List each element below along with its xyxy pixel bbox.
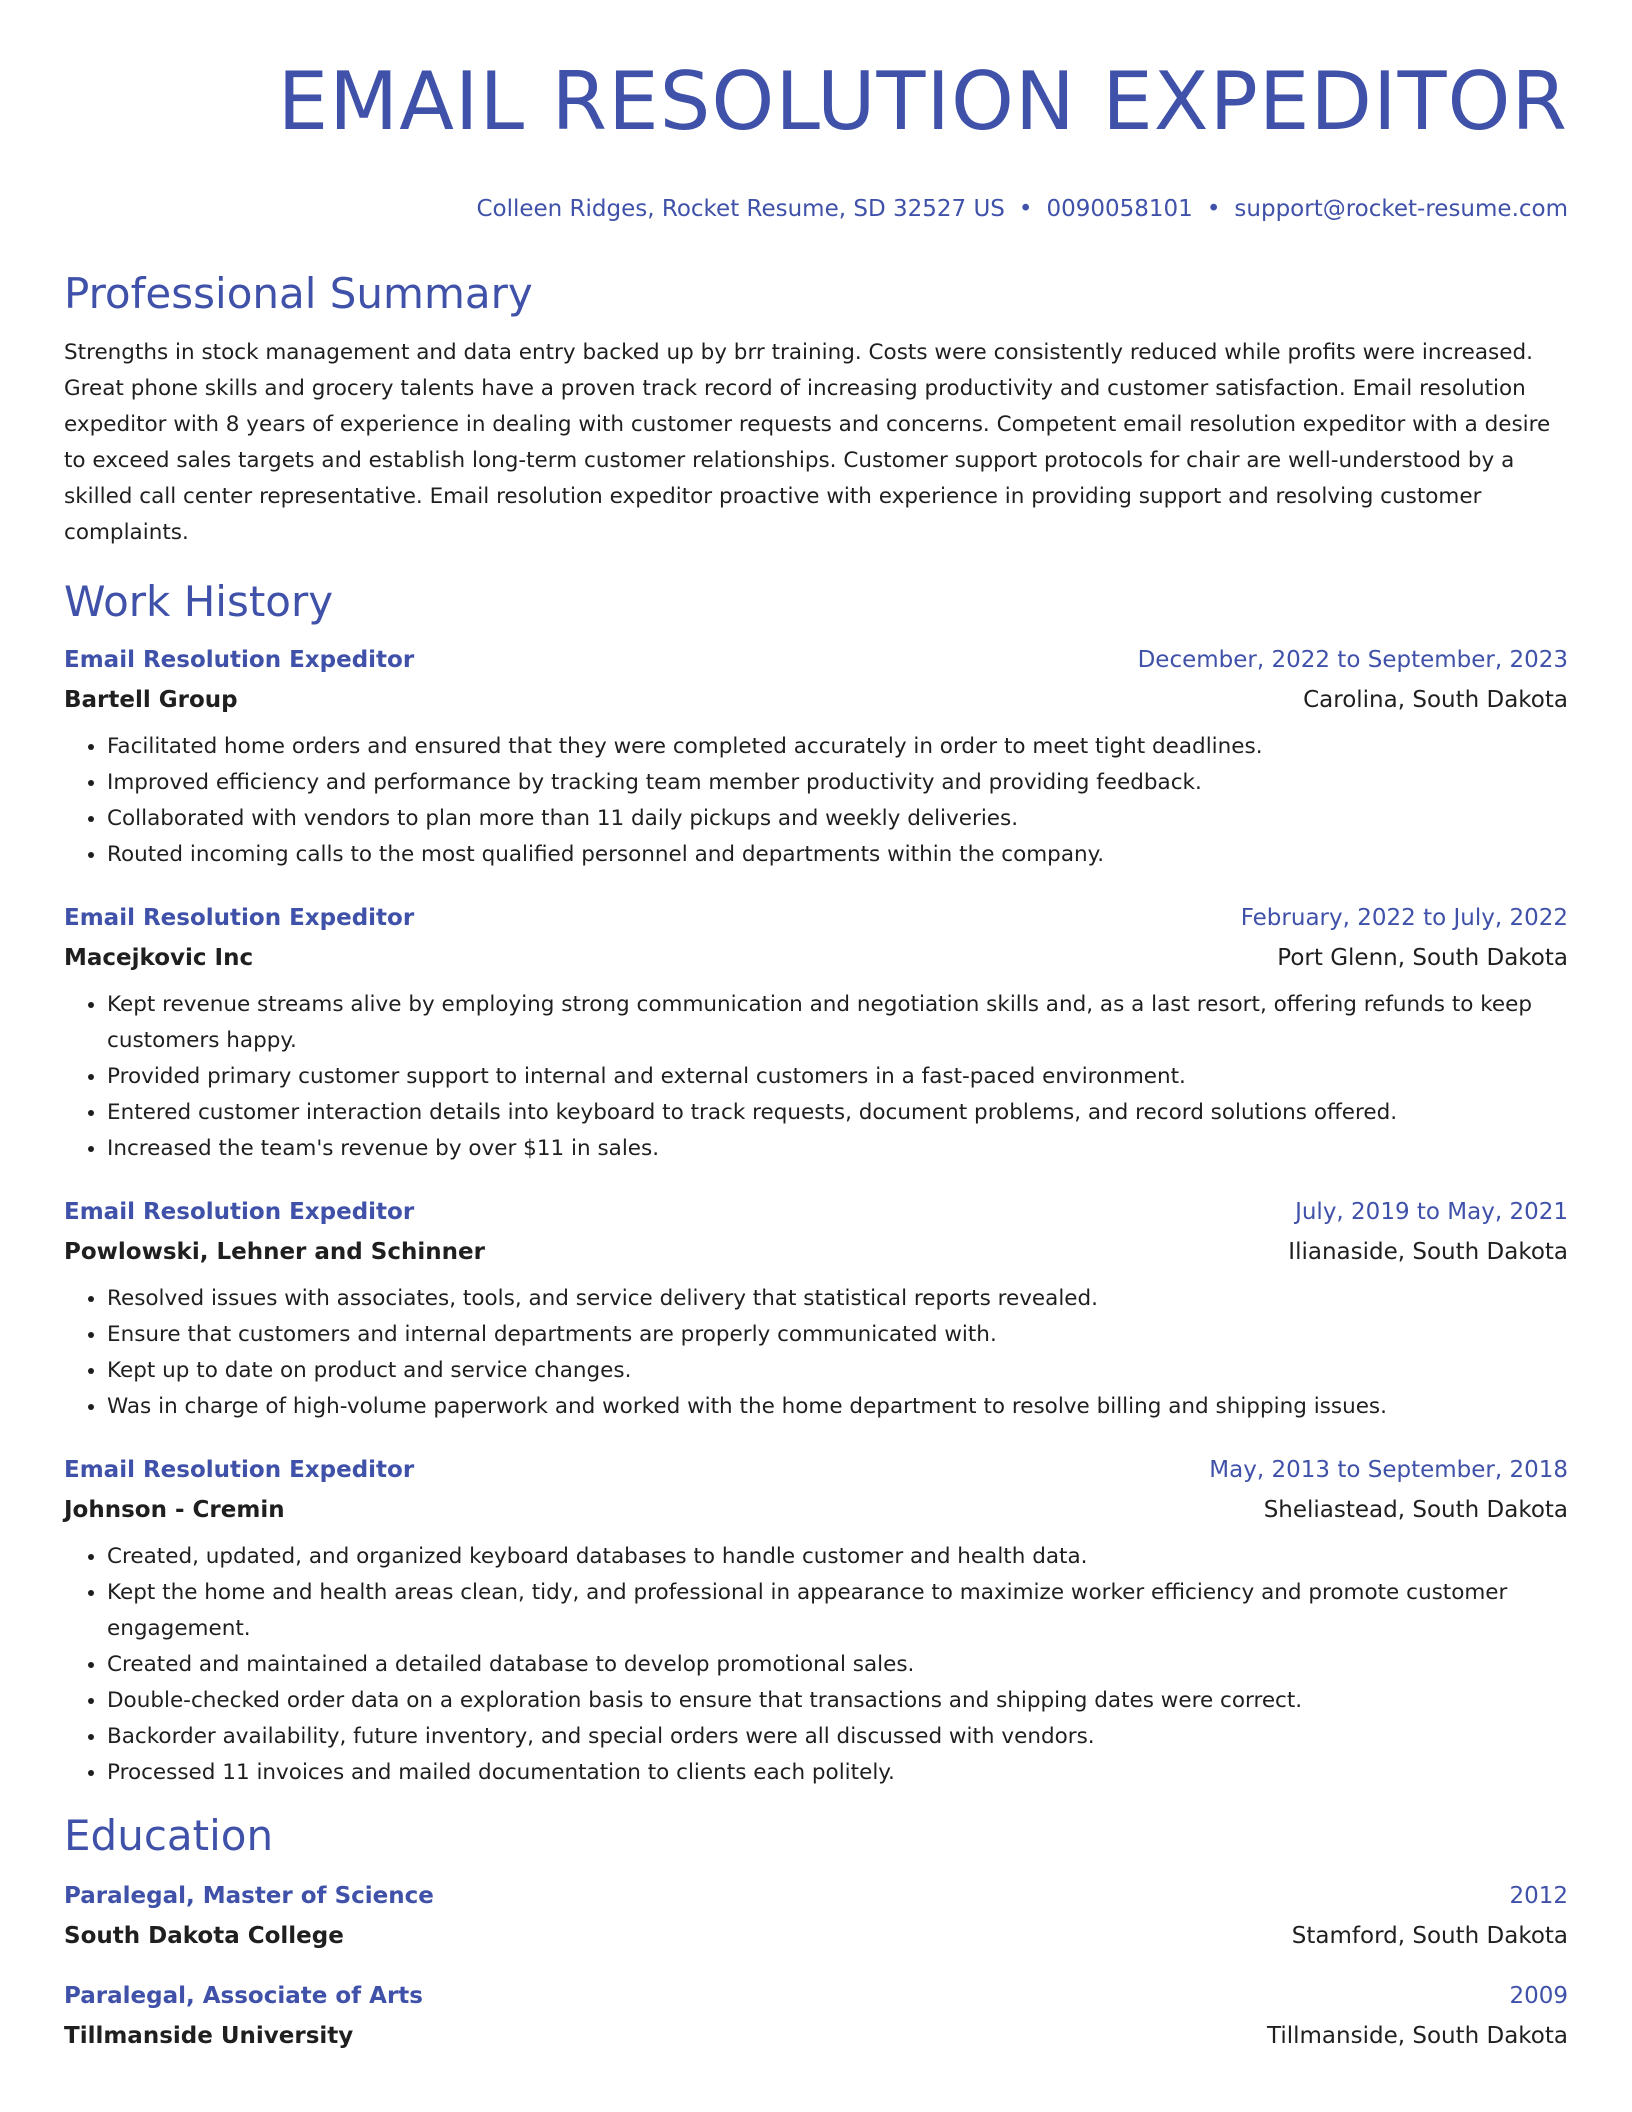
job-company: Johnson - Cremin [64, 1497, 285, 1523]
list-item: • Improved efficiency and performance by tracking team member productivity and providing feedback. [107, 765, 1568, 801]
list-item: • Kept the home and health areas clean, tidy, and professional in appearance to maximize worker efficiency and promote customer engagement. [107, 1575, 1568, 1647]
section-title-education: Education [64, 1811, 274, 1860]
list-item: • Increased the team's revenue by over $11 in sales. [107, 1131, 1568, 1167]
education-entry [64, 1981, 1568, 2051]
resume-name: EMAIL RESOLUTION EXPEDITOR [277, 55, 1568, 148]
list-item: • Resolved issues with associates, tools, and service delivery that statistical reports revealed. [107, 1281, 1568, 1317]
contact-separator: • [1018, 196, 1033, 222]
education-degree: Paralegal, Associate of Arts [64, 1983, 423, 2009]
job-title: Email Resolution Expeditor [64, 1457, 415, 1483]
job-entry [64, 1197, 1568, 1425]
list-item: • Facilitated home orders and ensured that they were completed accurately in order to meet tight deadlines. [107, 729, 1568, 765]
job-company: Powlowski, Lehner and Schinner [64, 1239, 485, 1265]
list-item: • Provided primary customer support to internal and external customers in a fast-paced environment. [107, 1059, 1568, 1095]
job-dates: May, 2013 to September, 2018 [1209, 1457, 1568, 1483]
job-entry [64, 1455, 1568, 1791]
job-company: Bartell Group [64, 687, 238, 713]
job-bullets [64, 987, 1568, 1167]
list-item: • Kept up to date on product and service changes. [107, 1353, 1568, 1389]
job-entry [64, 645, 1568, 873]
summary-text: Strengths in stock management and data entry backed up by brr training. Costs were consistently reduced while profits were increased. Great phone skills and grocery talents have a proven track record of increasing productivity and customer satisfaction. Email resolution expeditor with 8 years of experience in dealing with customer requests and concerns. Competent email resolution expeditor with a desire to exceed sales targets and establish long-term customer relationships. Customer support protocols for chair are well-understood by a skilled call center representative. Email resolution expeditor proactive with experience in providing support and resolving customer complaints. [64, 340, 1551, 545]
education-location: Stamford, South Dakota [1291, 1923, 1568, 1949]
job-location: Sheliastead, South Dakota [1263, 1497, 1568, 1523]
education-degree: Paralegal, Master of Science [64, 1883, 434, 1909]
job-location: Ilianaside, South Dakota [1288, 1239, 1568, 1265]
job-bullets [64, 1281, 1568, 1425]
contact-separator: • [1206, 196, 1221, 222]
job-bullets [64, 1539, 1568, 1791]
job-bullets [64, 729, 1568, 873]
job-dates: July, 2019 to May, 2021 [1295, 1199, 1568, 1225]
education-entry [64, 1881, 1568, 1951]
job-location: Port Glenn, South Dakota [1277, 945, 1568, 971]
education-school: South Dakota College [64, 1923, 344, 1949]
job-location: Carolina, South Dakota [1303, 687, 1568, 713]
contact-address: Colleen Ridges, Rocket Resume, SD 32527 US [476, 196, 1005, 222]
job-dates: December, 2022 to September, 2023 [1137, 647, 1568, 673]
list-item: • Routed incoming calls to the most qualified personnel and departments within the company. [107, 837, 1568, 873]
section-title-summary: Professional Summary [64, 269, 533, 318]
job-title: Email Resolution Expeditor [64, 1199, 415, 1225]
contact-email: support@rocket-resume.com [1234, 196, 1568, 222]
list-item: • Double-checked order data on a exploration basis to ensure that transactions and shipping dates were correct. [107, 1683, 1568, 1719]
contact-line [64, 194, 1568, 224]
list-item: • Collaborated with vendors to plan more than 11 daily pickups and weekly deliveries. [107, 801, 1568, 837]
list-item: • Created and maintained a detailed database to develop promotional sales. [107, 1647, 1568, 1683]
education-year: 2009 [1509, 1983, 1568, 2009]
list-item: • Processed 11 invoices and mailed documentation to clients each politely. [107, 1755, 1568, 1791]
list-item: • Ensure that customers and internal departments are properly communicated with. [107, 1317, 1568, 1353]
contact-phone: 0090058101 [1046, 196, 1193, 222]
list-item: • Entered customer interaction details into keyboard to track requests, document problems, and record solutions offered. [107, 1095, 1568, 1131]
job-entry [64, 903, 1568, 1167]
job-company: Macejkovic Inc [64, 945, 254, 971]
list-item: • Created, updated, and organized keyboard databases to handle customer and health data. [107, 1539, 1568, 1575]
section-title-work-history: Work History [64, 577, 334, 626]
job-title: Email Resolution Expeditor [64, 647, 415, 673]
job-title: Email Resolution Expeditor [64, 905, 415, 931]
education-school: Tillmanside University [64, 2023, 354, 2049]
education-year: 2012 [1509, 1883, 1568, 1909]
job-dates: February, 2022 to July, 2022 [1240, 905, 1568, 931]
list-item: • Kept revenue streams alive by employing strong communication and negotiation skills and, as a last resort, offering refunds to keep customers happy. [107, 987, 1568, 1059]
list-item: • Backorder availability, future inventory, and special orders were all discussed with vendors. [107, 1719, 1568, 1755]
list-item: • Was in charge of high-volume paperwork and worked with the home department to resolve billing and shipping issues. [107, 1389, 1568, 1425]
education-location: Tillmanside, South Dakota [1267, 2023, 1568, 2049]
